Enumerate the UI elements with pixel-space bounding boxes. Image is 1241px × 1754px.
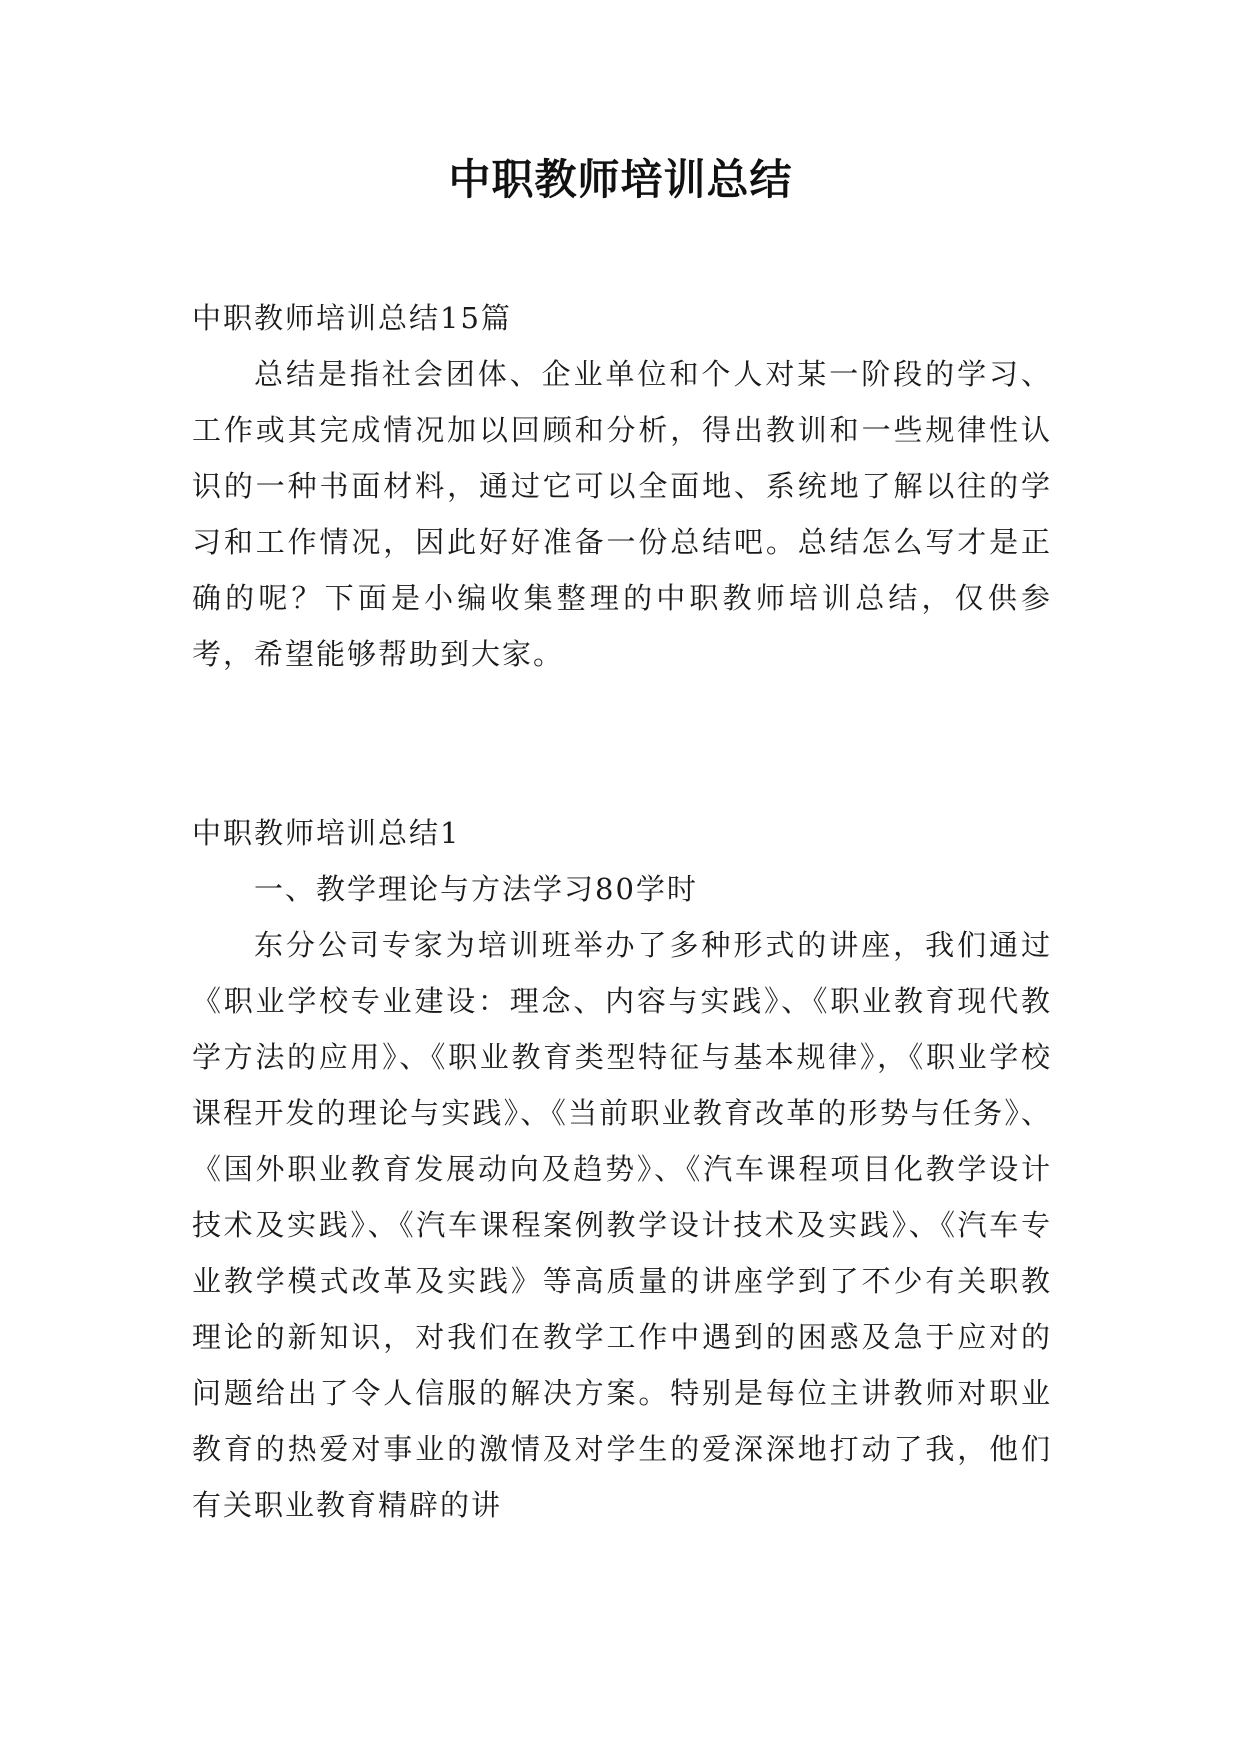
intro-section [192,290,1052,682]
document-title: 中职教师培训总结 [448,155,793,204]
section-paragraph: 东分公司专家为培训班举办了多种形式的讲座，我们通过《职业学校专业建设：理念、内容与实践》、《职业教育现代教学方法的应用》、《职业教育类型特征与基本规律》，《职业学校课程开发的理论与实践》、《当前职业教育改革的形势与任务》、《国外职业教育发展动向及趋势》、《汽车课程项目化教学设计技术及实践》、《汽车课程案例教学设计技术及实践》、《汽车专业教学模式改革及实践》等高质量的讲座学到了不少有关职教理论的新知识，对我们在教学工作中遇到的困惑及急于应对的问题给出了令人信服的解决方案。特别是每位主讲教师对职业教育的热爱对事业的激情及对学生的爱深深地打动了我，他们有关职业教育精辟的讲 [192,928,1052,1522]
intro-paragraph: 总结是指社会团体、企业单位和个人对某一阶段的学习、工作或其完成情况加以回顾和分析，得出教训和一些规律性认识的一种书面材料，通过它可以全面地、系统地了解以往的学习和工作情况，因此好好准备一份总结吧。总结怎么写才是正确的呢？下面是小编收集整理的中职教师培训总结，仅供参考，希望能够帮助到大家。 [192,357,1052,671]
section-subheading: 一、教学理论与方法学习80学时 [254,872,698,906]
document-subtitle: 中职教师培训总结15篇 [192,301,512,335]
section-1 [192,805,1052,1533]
section-heading: 中职教师培训总结1 [192,816,461,850]
